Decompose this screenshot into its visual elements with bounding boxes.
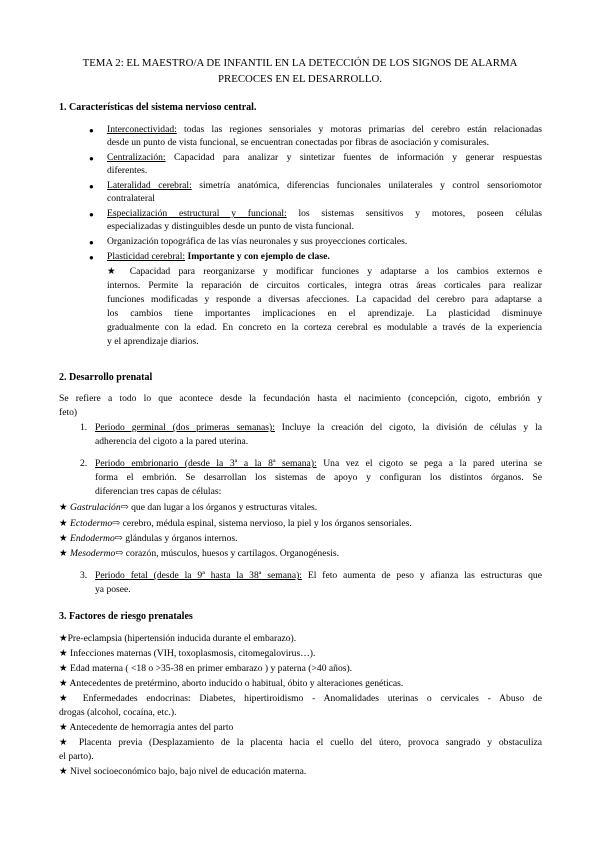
star-icon: ★ bbox=[59, 502, 68, 513]
arrow-icon: ⇨ bbox=[112, 518, 121, 529]
plasticidad-para-1: ★ Capacidad para reorganizarse y modificar funciones y adaptarse a los cambios externos e bbox=[107, 266, 542, 277]
title-line-2: PRECOCES EN EL DESARROLLO. bbox=[218, 73, 382, 85]
arrow-icon: ⇨ bbox=[114, 533, 123, 544]
section-2-heading: 2. Desarrollo prenatal bbox=[59, 372, 153, 383]
risk-item: ★ Edad materna ( <18 o >35-38 en primer embarazo ) y paterna (>40 años). bbox=[59, 663, 353, 674]
bullet-icon: ● bbox=[89, 210, 94, 219]
risk-item: ★ Antecedentes de pretérmino, aborto inducido o habitual, óbito y alteraciones genéticas. bbox=[59, 678, 404, 689]
risk-item: ★ Nivel socioeconómico bajo, bajo nivel de educación materna. bbox=[59, 766, 307, 777]
star-icon: ★ bbox=[59, 518, 68, 529]
numbered-1-label: 1. bbox=[80, 422, 88, 433]
bullet-icon: ● bbox=[89, 154, 94, 163]
arrow-icon: ⇨ bbox=[120, 502, 129, 513]
plasticidad-para-3: funciones modificadas y responde a diversas afecciones. La capacidad del cerebro para adaptarse a bbox=[107, 294, 542, 305]
risk-item: ★Pre-eclampsia (hipertensión inducida durante el embarazo). bbox=[59, 633, 297, 644]
periodo-germinal: Periodo germinal (dos primeras semanas): Incluye la creación del cigoto, la división de células y la bbox=[95, 422, 543, 433]
bullet-interconectividad: Interconectividad: todas las regiones sensoriales y motoras primarias del cerebro están relacionadas bbox=[107, 124, 542, 135]
periodo-embrionario-cont-2: diferencian tres capas de células: bbox=[95, 486, 222, 497]
plasticidad-para-5: gradualmente con la edad. En concreto en la corteza cerebral es modulable a través de la experiencia bbox=[107, 322, 542, 333]
bullet-interconectividad-cont: desde un punto de vista funcional, se encuentran conectadas por fibras de asociación y comisurales. bbox=[107, 137, 490, 148]
section-2-intro: Se refiere a todo lo que acontece desde la fecundación hasta el nacimiento (concepción, cigoto, embrión y bbox=[59, 393, 542, 404]
periodo-fetal: Periodo fetal (desde la 9ª hasta la 38ª semana): El feto aumenta de peso y afianza las estructuras que bbox=[95, 570, 542, 581]
star-icon: ★ bbox=[59, 533, 68, 544]
star-icon: ★ bbox=[59, 548, 68, 559]
bullet-especializacion-cont: especializadas y distinguibles desde un punto de vista funcional. bbox=[107, 221, 354, 232]
layer-gastrulacion: ★ Gastrulación⇨ que dan lugar a los órganos y estructuras vitales. bbox=[59, 502, 318, 513]
star-icon: ★ bbox=[107, 266, 122, 277]
periodo-embrionario: Periodo embrionario (desde la 3ª a la 8ª semana): Una vez el cigoto se pega a la pared uterina se bbox=[95, 458, 542, 469]
bullet-icon: ● bbox=[89, 253, 94, 262]
periodo-germinal-cont: adherencia del cigoto a la pared uterina. bbox=[95, 436, 249, 447]
risk-item: ★ Infecciones maternas (VIH, toxoplasmosis, citomegalovirus…). bbox=[59, 648, 316, 659]
risk-item: ★ Antecedente de hemorragia antes del parto bbox=[59, 722, 234, 733]
periodo-fetal-cont: ya posee. bbox=[95, 584, 131, 595]
risk-item-cont: el parto). bbox=[59, 751, 94, 762]
risk-item: ★ Placenta previa (Desplazamiento de la placenta hacia el cuello del útero, provoca sangrado y obstaculiza bbox=[59, 737, 542, 748]
periodo-embrionario-cont-1: forma el embrión. Se desarrollan los sistemas de apoyo y configuran los distintos órganos. Se bbox=[95, 472, 542, 483]
layer-mesodermo: ★ Mesodermo⇨ corazón, músculos, huesos y cartílagos. Organogénesis. bbox=[59, 548, 339, 559]
arrow-icon: ⇨ bbox=[115, 548, 124, 559]
bullet-especializacion: Especialización estructural y funcional: los sistemas sensitivos y motores, poseen células bbox=[107, 208, 542, 219]
plasticidad-para-2: internos. Permite la reparación de circuitos corticales, integra otras áreas corticales para realizar bbox=[107, 280, 542, 291]
plasticidad-para-4: los cambios tiene importantes implicaciones en el aprendizaje. La plasticidad disminuye bbox=[107, 308, 542, 319]
bullet-icon: ● bbox=[89, 126, 94, 135]
bullet-plasticidad: Plasticidad cerebral: Importante y con ejemplo de clase. bbox=[107, 251, 330, 262]
numbered-2-label: 2. bbox=[80, 458, 88, 469]
section-1-heading: 1. Características del sistema nervioso central. bbox=[59, 102, 257, 113]
bullet-lateralidad: Lateralidad cerebral: simetría anatómica, diferencias funcionales unilaterales y control sensoriomotor bbox=[107, 180, 542, 191]
layer-endodermo: ★ Endodermo⇨ glándulas y órganos internos. bbox=[59, 533, 238, 544]
risk-item-cont: drogas (alcohol, cocaína, etc.). bbox=[59, 707, 177, 718]
numbered-3-label: 3. bbox=[80, 570, 88, 581]
bullet-centralizacion: Centralización: Capacidad para analizar y sintetizar fuentes de información y generar respuestas bbox=[107, 152, 542, 163]
layer-ectodermo: ★ Ectodermo⇨ cerebro, médula espinal, sistema nervioso, la piel y los órganos sensoriales. bbox=[59, 518, 412, 529]
plasticidad-para-6: y el aprendizaje diarios. bbox=[107, 336, 199, 347]
section-2-intro-cont: feto) bbox=[59, 407, 78, 418]
bullet-organizacion: Organización topográfica de las vías neuronales y sus proyecciones corticales. bbox=[107, 236, 408, 247]
bullet-icon: ● bbox=[89, 182, 94, 191]
bullet-icon: ● bbox=[89, 238, 94, 247]
title-line-1: TEMA 2: EL MAESTRO/A DE INFANTIL EN LA DETECCIÓN DE LOS SIGNOS DE ALARMA bbox=[82, 57, 518, 69]
bullet-lateralidad-cont: contralateral bbox=[107, 193, 155, 204]
section-3-heading: 3. Factores de riesgo prenatales bbox=[59, 611, 193, 622]
bullet-centralizacion-cont: diferentes. bbox=[107, 165, 148, 176]
risk-item: ★ Enfermedades endocrinas: Diabetes, hipertiroidismo - Anomalidades uterinas o cervicales - Abuso de bbox=[59, 693, 542, 704]
